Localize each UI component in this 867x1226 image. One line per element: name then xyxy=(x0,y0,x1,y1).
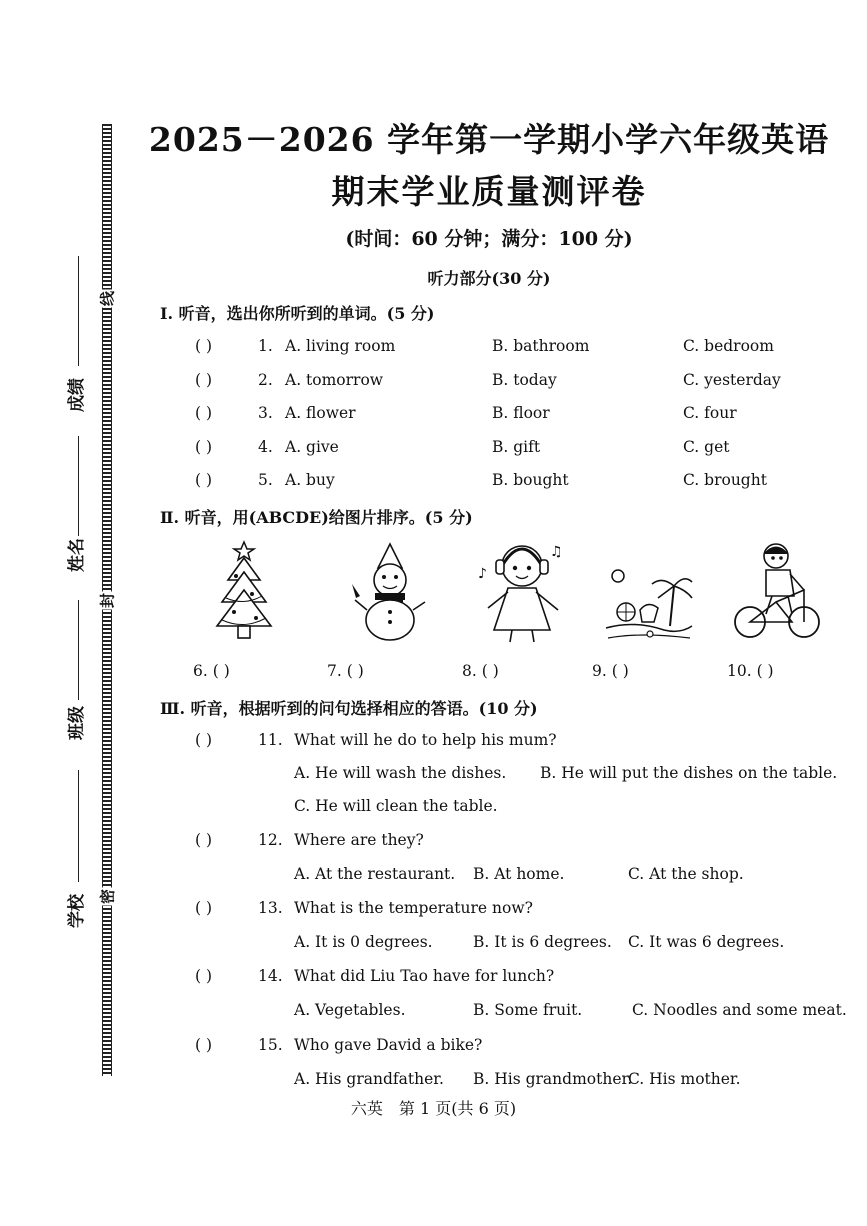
option-b: B. floor xyxy=(492,404,550,422)
answer-blank[interactable]: ( ) xyxy=(195,371,213,389)
answer-blank[interactable]: ( ) xyxy=(195,1036,213,1054)
option-a: A. He will wash the dishes. xyxy=(294,764,507,782)
part-title: 听力部分(30 分) xyxy=(427,269,551,288)
svg-text:♪: ♪ xyxy=(478,566,487,582)
side-label-score: 成绩 xyxy=(67,378,87,412)
answer-blank[interactable]: ( ) xyxy=(195,404,213,422)
option-b: B. At home. xyxy=(473,865,565,883)
answer-blank[interactable]: ( ) xyxy=(195,438,213,456)
side-label-name: 姓名 xyxy=(67,538,87,572)
option-c: C. It was 6 degrees. xyxy=(628,933,785,951)
answer-blank[interactable]: ( ) xyxy=(195,831,213,849)
option-a: A. tomorrow xyxy=(285,371,384,389)
question-text: What is the temperature now? xyxy=(294,899,533,917)
answer-blank[interactable]: ( ) xyxy=(195,731,213,749)
item-number: 15. xyxy=(258,1036,283,1054)
snowman-picture xyxy=(350,542,428,642)
section3-title: Ⅲ. 听音，根据听到的问句选择相应的答语。(10 分) xyxy=(160,699,538,718)
option-b: B. His grandmother. xyxy=(473,1070,633,1088)
svg-text:♫: ♫ xyxy=(550,544,563,560)
section1-title: Ⅰ. 听音，选出你所听到的单词。(5 分) xyxy=(160,304,435,323)
item-number: 1. xyxy=(258,337,273,355)
option-b: B. today xyxy=(492,371,557,389)
option-b: B. gift xyxy=(492,438,541,456)
page-footer: 六英 第 1 页(共 6 页) xyxy=(350,1099,517,1118)
item-number: 4. xyxy=(258,438,273,456)
option-c: C. At the shop. xyxy=(628,865,744,883)
option-c: C. get xyxy=(683,438,730,456)
option-b: B. bought xyxy=(492,471,569,489)
christmas-tree-picture xyxy=(214,540,274,644)
option-a: A. His grandfather. xyxy=(294,1070,444,1088)
option-a: A. It is 0 degrees. xyxy=(294,933,433,951)
item-number: 3. xyxy=(258,404,273,422)
option-b: B. Some fruit. xyxy=(473,1001,583,1019)
item-number: 5. xyxy=(258,471,273,489)
option-c: C. yesterday xyxy=(683,371,781,389)
option-a: A. living room xyxy=(285,337,396,355)
option-c: C. four xyxy=(683,404,737,422)
binding-mark-feng: 封 xyxy=(98,593,117,609)
item-number: 13. xyxy=(258,899,283,917)
girl-headphones-picture xyxy=(476,536,568,646)
binding-mark-mi: 密 xyxy=(98,889,117,905)
class-fill-line xyxy=(78,600,79,700)
item-number: 12. xyxy=(258,831,283,849)
side-label-school: 学校 xyxy=(67,894,87,928)
question-text: What will he do to help his mum? xyxy=(294,731,557,749)
beach-picture xyxy=(604,566,694,644)
option-c: C. Noodles and some meat. xyxy=(632,1001,847,1019)
picture-order-blank-7[interactable]: 7. ( ) xyxy=(327,662,364,680)
answer-blank[interactable]: ( ) xyxy=(195,967,213,985)
page-subtitle: 期末学业质量测评卷 xyxy=(331,172,647,211)
option-b: B. He will put the dishes on the table. xyxy=(540,764,838,782)
option-c: C. His mother. xyxy=(628,1070,741,1088)
side-label-class: 班级 xyxy=(67,706,87,740)
picture-order-blank-10[interactable]: 10. ( ) xyxy=(727,662,774,680)
picture-order-blank-6[interactable]: 6. ( ) xyxy=(193,662,230,680)
option-c: C. He will clean the table. xyxy=(294,797,498,815)
question-text: What did Liu Tao have for lunch? xyxy=(294,967,555,985)
option-b: B. It is 6 degrees. xyxy=(473,933,612,951)
question-text: Where are they? xyxy=(294,831,424,849)
option-c: C. bedroom xyxy=(683,337,774,355)
option-a: A. At the restaurant. xyxy=(294,865,456,883)
picture-order-blank-8[interactable]: 8. ( ) xyxy=(462,662,499,680)
section2-title: Ⅱ. 听音，用(ABCDE)给图片排序。(5 分) xyxy=(160,508,473,527)
option-a: A. flower xyxy=(285,404,356,422)
page-title: 2025－2026 学年第一学期小学六年级英语 xyxy=(148,120,830,159)
answer-blank[interactable]: ( ) xyxy=(195,337,213,355)
item-number: 11. xyxy=(258,731,283,749)
boy-bike-picture xyxy=(732,540,822,642)
exam-time-info: (时间：60 分钟；满分：100 分) xyxy=(345,228,633,250)
answer-blank[interactable]: ( ) xyxy=(195,899,213,917)
name-fill-line xyxy=(78,436,79,536)
binding-mark-xian: 线 xyxy=(98,291,117,307)
item-number: 14. xyxy=(258,967,283,985)
option-c: C. brought xyxy=(683,471,767,489)
answer-blank[interactable]: ( ) xyxy=(195,471,213,489)
option-a: A. give xyxy=(285,438,339,456)
option-a: A. Vegetables. xyxy=(294,1001,406,1019)
school-fill-line xyxy=(78,770,79,882)
item-number: 2. xyxy=(258,371,273,389)
question-text: Who gave David a bike? xyxy=(294,1036,483,1054)
option-b: B. bathroom xyxy=(492,337,590,355)
option-a: A. buy xyxy=(285,471,335,489)
picture-order-blank-9[interactable]: 9. ( ) xyxy=(592,662,629,680)
